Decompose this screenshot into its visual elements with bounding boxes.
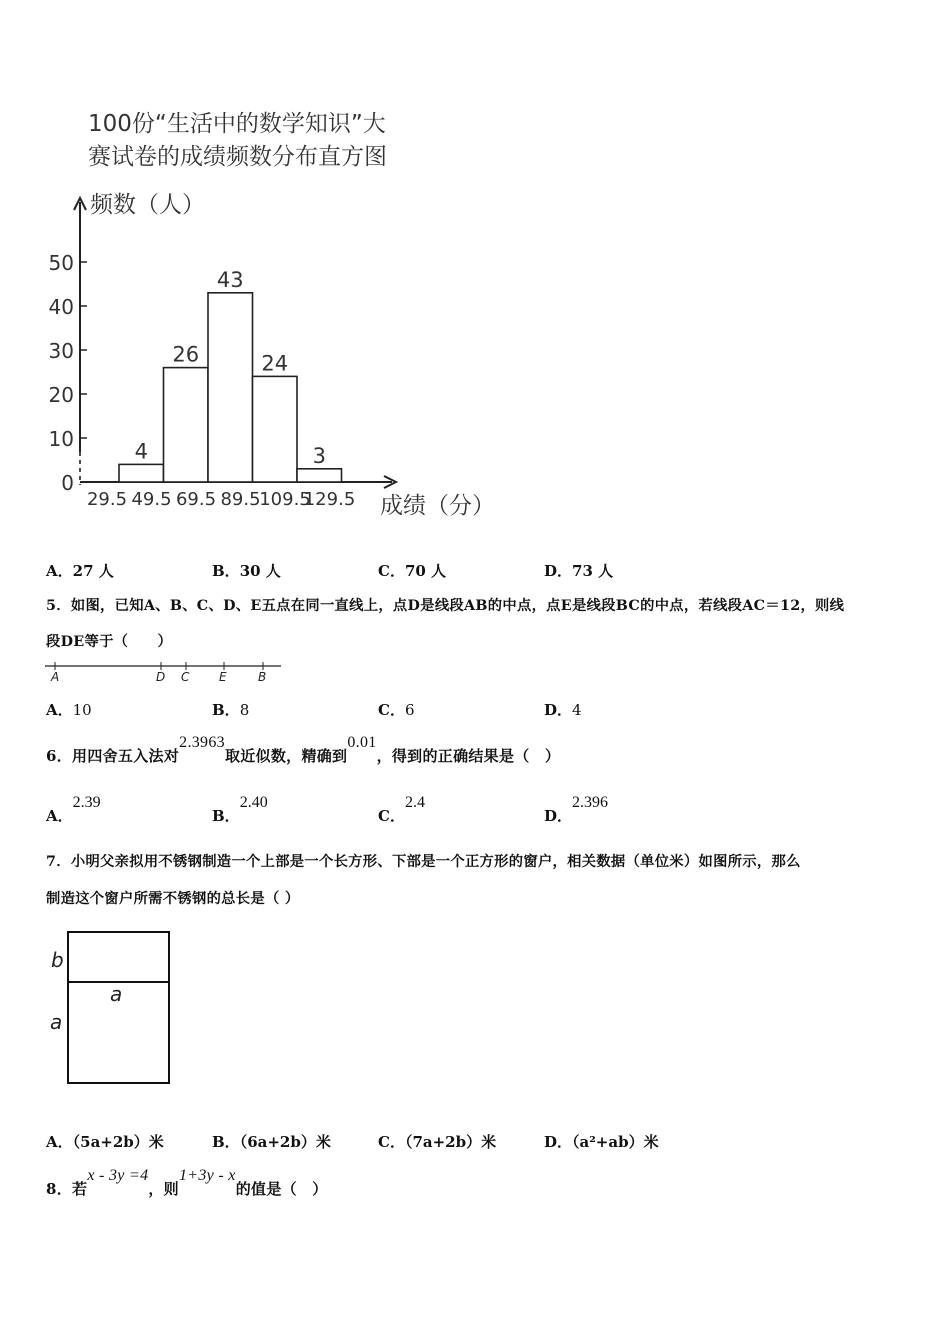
bar-value-label: 4 [134, 439, 148, 464]
q7-option-a: A．（5a+2b）米 [46, 1133, 164, 1151]
bar-value-label: 3 [312, 443, 326, 468]
q7-label-b: b [51, 948, 64, 972]
bar-value-label: 24 [261, 351, 289, 376]
q7-option-b: B．（6a+2b）米 [212, 1133, 331, 1151]
q6-number: 2.3963 [179, 734, 225, 751]
q4-option-d: D．73 人 [544, 562, 614, 580]
q5-line-diagram [40, 660, 290, 688]
x-tick-label: 129.5 [303, 489, 356, 510]
q7-window-top-rect [68, 932, 169, 982]
y-tick-label: 30 [48, 339, 74, 363]
q5-option-c: C．6 [378, 701, 415, 719]
x-tick-label: 49.5 [131, 489, 172, 510]
q5-label-a: A [51, 670, 60, 684]
chart-title [88, 108, 387, 174]
q7-option-d: D．（a²+ab）米 [544, 1133, 659, 1151]
q6-option-a: A．2.39 [46, 794, 101, 825]
q5-label-e: E [219, 670, 227, 684]
x-tick-label: 89.5 [220, 489, 261, 510]
q5-label-b: B [258, 670, 267, 684]
q8-prefix: 8．若 [46, 1180, 88, 1198]
chart-title-line1: 100份“生活中的数学知识”大 [88, 111, 386, 137]
y-tick-label: 10 [48, 427, 74, 451]
x-tick-label: 109.5 [259, 489, 311, 510]
bar-value-label: 26 [172, 342, 200, 367]
q6-option-d: D．2.396 [544, 794, 609, 825]
q7-option-c: C．（7a+2b）米 [378, 1133, 497, 1151]
q6-option-b: B．2.40 [212, 794, 268, 825]
y-tick-label: 0 [61, 471, 74, 495]
q8-expression: 1+3y - x [178, 1167, 236, 1184]
y-tick-label: 40 [48, 295, 74, 319]
q6-mid: 取近似数，精确到 [224, 747, 348, 765]
q6-suffix: ，得到的正确结果是（ ） [376, 747, 561, 765]
histogram-bar [119, 464, 164, 482]
q5-label-c: C [181, 670, 190, 684]
q5-text-line2: 段DE等于（ ） [46, 634, 173, 650]
q6-question [46, 734, 561, 766]
bar-value-label: 43 [216, 267, 244, 292]
q7-label-a-side: a [50, 1010, 63, 1034]
q5-option-b: B．8 [212, 701, 250, 719]
q7-label-a-inner: a [110, 982, 123, 1006]
q8-condition: x - 3y =4 [87, 1167, 149, 1184]
histogram-bar [253, 376, 298, 482]
q5-option-a: A．10 [46, 701, 92, 719]
y-axis-label: 频数（人） [90, 192, 205, 218]
chart-title-line2: 赛试卷的成绩频数分布直方图 [88, 144, 387, 170]
histogram-bar [208, 293, 253, 482]
q5-option-d: D．4 [544, 701, 582, 719]
q7-text-line2: 制造这个窗户所需不锈钢的总长是（ ） [46, 891, 300, 907]
q8-mid: ，则 [148, 1180, 179, 1198]
q7-text-line1: 7．小明父亲拟用不锈钢制造一个上部是一个长方形、下部是一个正方形的窗户，相关数据（单位米）如图所示，那么 [46, 854, 801, 870]
histogram-bar [297, 469, 342, 482]
x-tick-label: 69.5 [175, 489, 217, 510]
q8-suffix: 的值是（ ） [235, 1180, 328, 1198]
y-tick-label: 50 [48, 251, 74, 275]
q4-option-b: B．30 人 [212, 562, 281, 580]
q6-precision: 0.01 [347, 734, 377, 751]
q5-text-line1: 5．如图，已知A、B、C、D、E五点在同一直线上，点D是线段AB的中点，点E是线段BC的中点，若线段AC＝12，则线 [46, 598, 845, 614]
x-axis-label: 成绩（分） [380, 493, 495, 519]
q4-option-a: A．27 人 [46, 562, 114, 580]
q8-question [46, 1167, 328, 1199]
y-tick-label: 20 [48, 383, 74, 407]
q5-label-d: D [156, 670, 166, 684]
x-tick-label: 29.5 [86, 489, 128, 510]
q4-option-c: C．70 人 [378, 562, 447, 580]
q6-option-c: C．2.4 [378, 794, 425, 825]
histogram-chart [0, 180, 560, 530]
histogram-bar [164, 368, 209, 482]
q7-window-diagram [40, 925, 190, 1095]
q6-prefix: 6．用四舍五入法对 [46, 747, 180, 765]
